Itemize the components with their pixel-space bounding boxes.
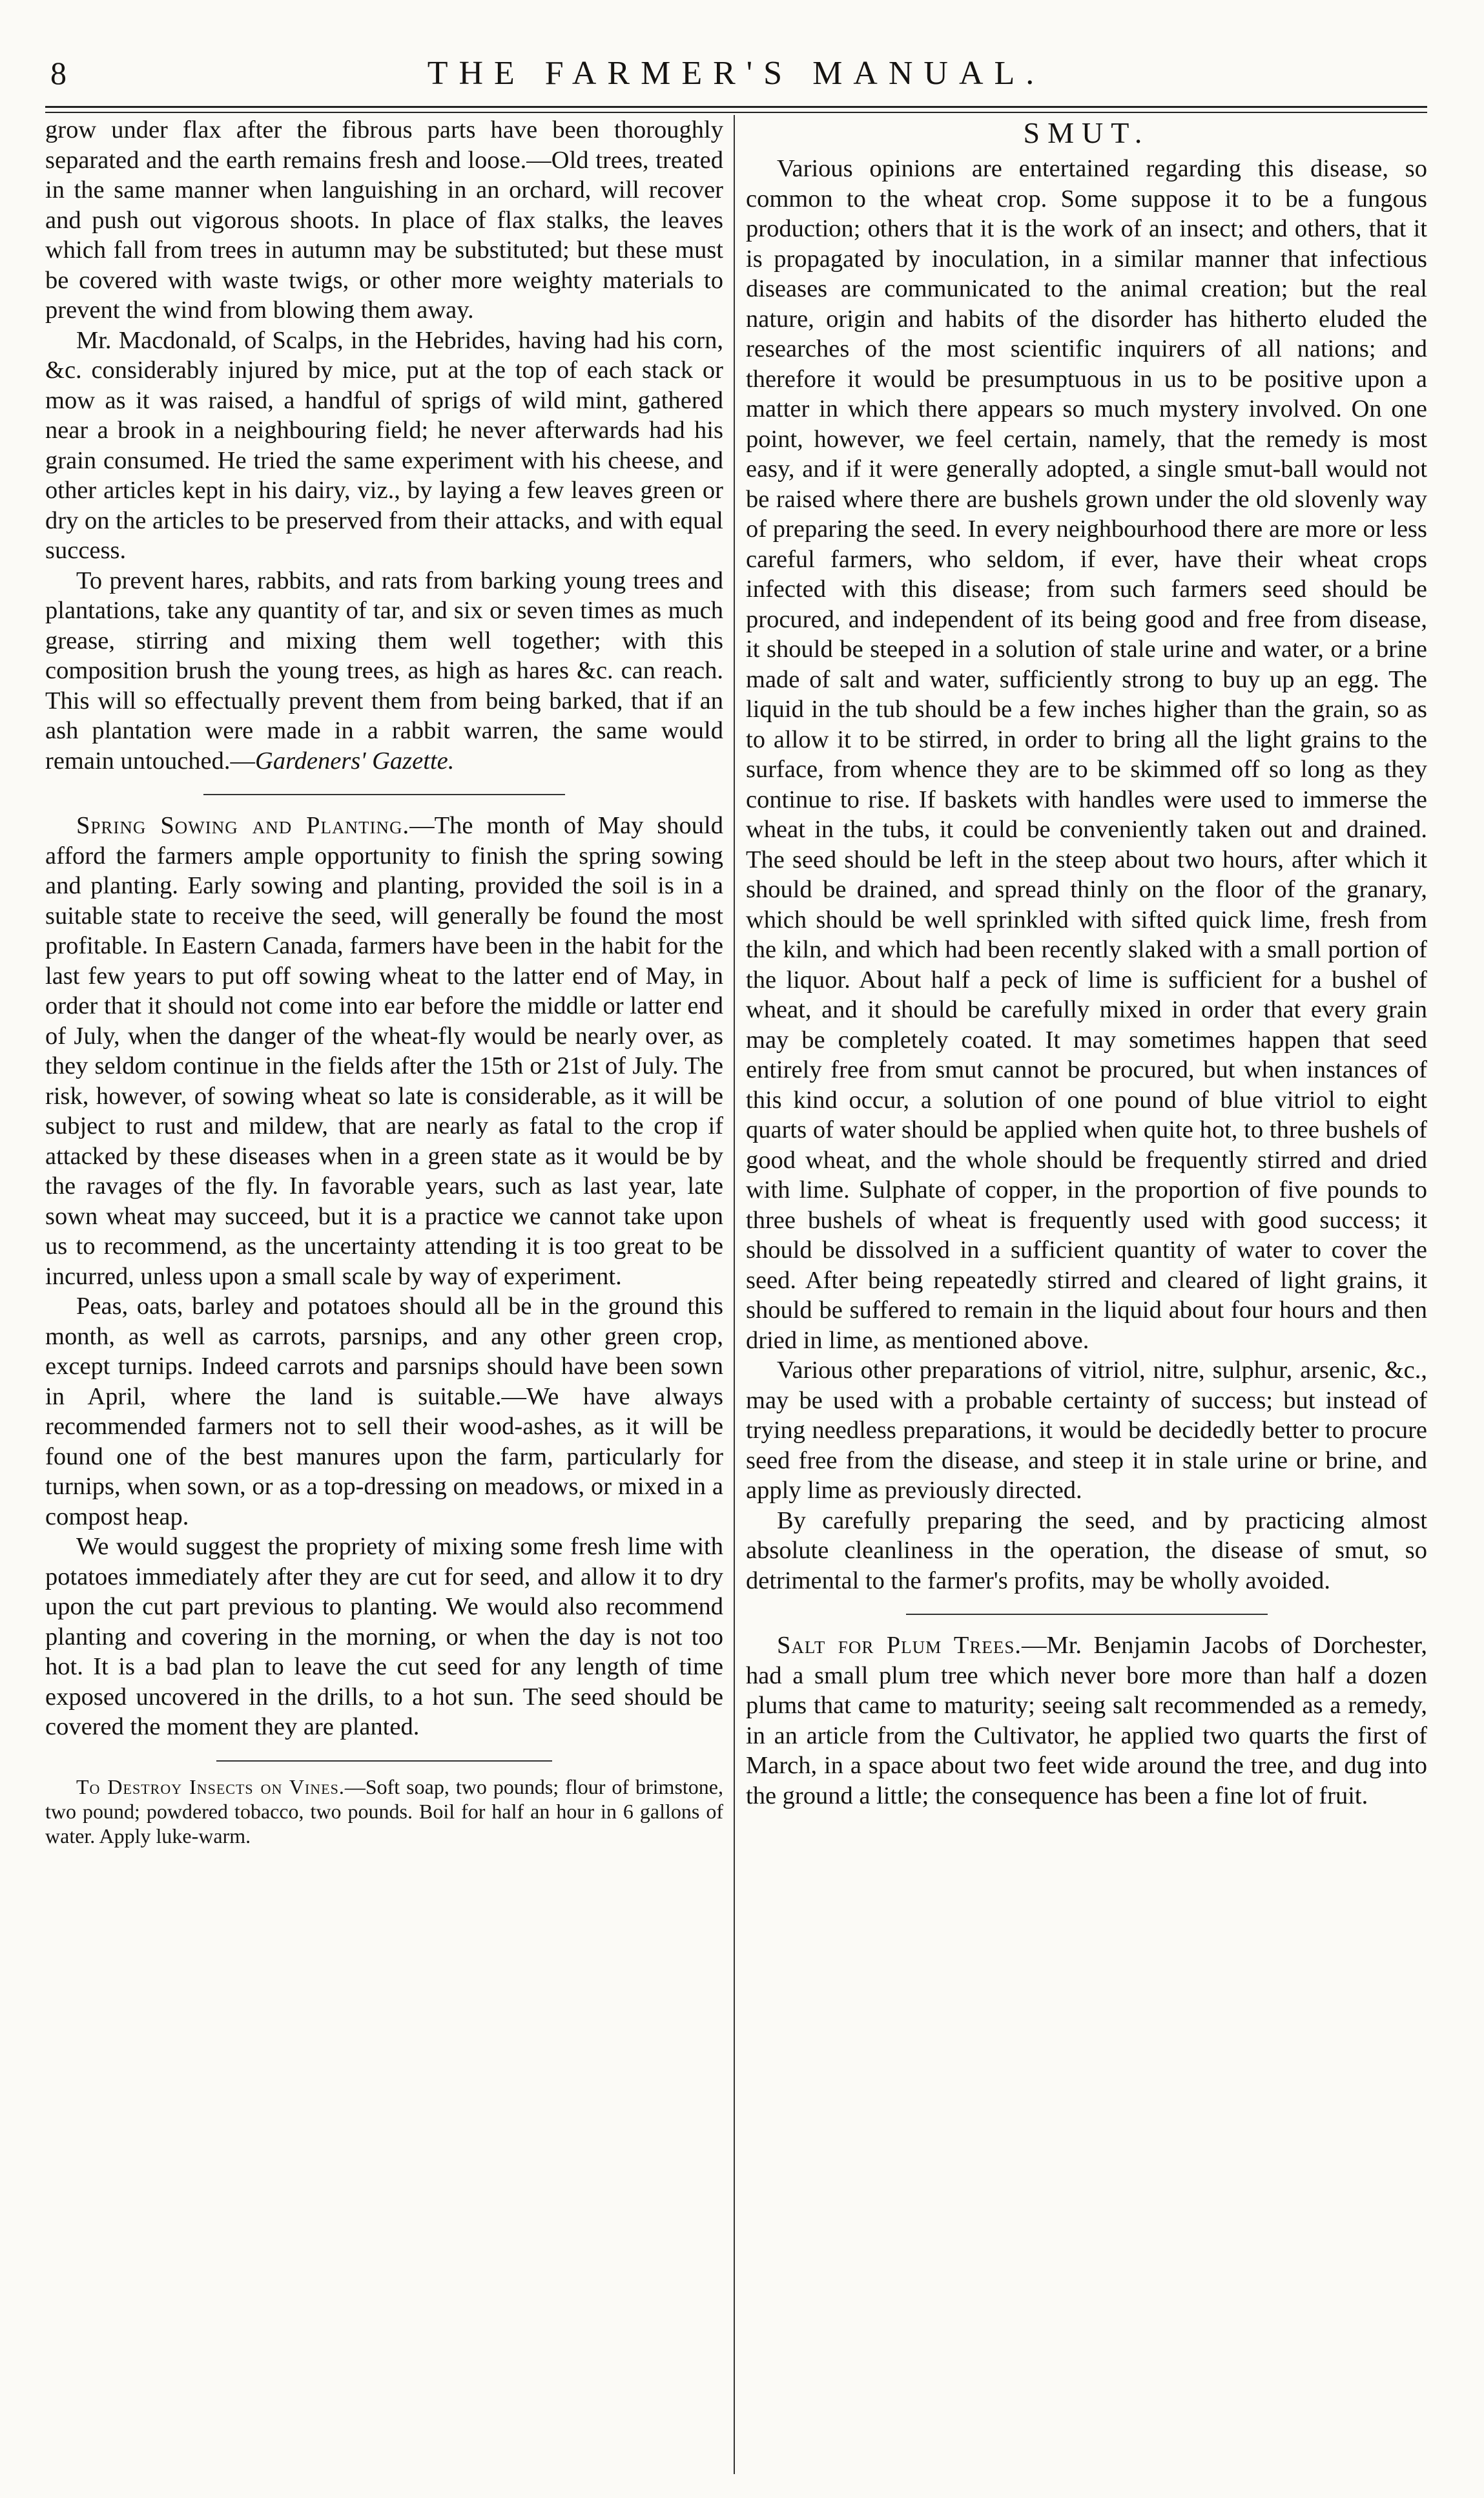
section-divider: [906, 1614, 1268, 1615]
article-heading: Salt for Plum Trees.: [777, 1632, 1022, 1659]
running-title: THE FARMER'S MANUAL.: [427, 55, 1046, 92]
article-heading: Spring Sowing and Planting.: [76, 812, 410, 839]
paragraph: Peas, oats, barley and potatoes should all be in the ground this month, as well as carrots, parsnips, and any other green crop, except turnips. Indeed carrots and parsnips should have been sown in April, where the land is suitable.—We have always recommended farmers not to sell their wood-ashes, as it will be found one of the best manures upon the farm, particularly for turnips, when sown, or as a top-dressing on meadows, or mixed in a compost heap.: [45, 1293, 723, 1530]
article-title-smut: SMUT.: [1023, 116, 1150, 149]
section-divider: [216, 1760, 552, 1762]
paragraph-text: To prevent hares, rabbits, and rats from barking young trees and plantations, take any quantity of tar, and six or seven times as much grease, stirring and mixing them well together; with this composition brush the young trees, as high as hares &c. can reach. This will so effectually prevent them from being barked, that if an ash plantation were made in a rabbit warren, the same would remain untouched.—: [45, 567, 723, 775]
paragraph: Various opinions are entertained regarding this disease, so common to the wheat crop. Some suppose it to be a fungous production; others that it is the work of an insect; and others, that it is propagated by inoculation, in a similar manner that infectious diseases are communicated to the animal creation; but the real nature, origin and habits of the disorder has hitherto eluded the researches of the most scientific inquirers of all nations; and therefore it would be presumptuous in us to be positive upon a matter in which there appears so much mystery involved. On one point, however, we feel certain, namely, that the remedy is most easy, and if it were generally adopted, a single smut-ball would not be raised where there are bushels grown under the old slovenly way of preparing the seed. In every neighbourhood there are more or less careful farmers, who seldom, if ever, have their wheat crops infected with this disease; from such farmers seed should be procured, and independent of its being good and free from disease, it should be steeped in a solution of stale urine and water, or a brine made of salt and water, sufficiently strong to buy up an egg. The liquid in the tub should be a few inches higher than the grain, so as to allow it to be stirred, in order to bring all the light grains to the surface, from whence they are to be skimmed off so long as they continue to rise. If baskets with handles were used to immerse the wheat in the tubs, it could be conveniently taken out and drained. The seed should be left in the steep about two hours, after which it should be drained, and spread thinly on the floor of the granary, which should be well sprinkled with sifted quick lime, fresh from the kiln, and which had been recently slaked with a small portion of the liquor. About half a peck of lime is sufficient for a bushel of wheat, and it should be carefully mixed in order that every grain may be completely coated. It may sometimes happen that seed entirely free from smut cannot be procured, but when instances of this kind occur, a solution of one pound of blue vitriol to eight quarts of water should be applied when quite hot, to three bushels of good wheat, and the whole should be frequently stirred and dried with lime. Sulphate of copper, in the proportion of five pounds to three bushels of wheat is frequently used with good success; it should be dissolved in a sufficient quantity of water to cover the seed. After being repeatedly stirred and cleared of light grains, it should be suffered to remain in the liquid about four hours and then dried in lime, as mentioned above.: [746, 155, 1427, 1354]
source-citation: Gardeners' Gazette.: [255, 747, 455, 775]
article-vines: [45, 1775, 723, 1848]
article-heading: To Destroy Insects on Vines.: [76, 1775, 345, 1798]
article-salt-plum-trees: [746, 1630, 1427, 1811]
paragraph: We would suggest the propriety of mixing some fresh lime with potatoes immediately after they are cut for seed, and allow it to dry upon the cut part previous to planting. We would also recommend planting and covering in the morning, or when the day is not too hot. It is a bad plan to leave the cut seed for any length of time exposed uncovered in the drills, to a hot sun. The seed should be covered the moment they are planted.: [45, 1533, 723, 1740]
paragraph-text: —Mr. Benjamin Jacobs of Dorchester, had a small plum tree which never bore more than half a dozen plums that came to maturity; seeing salt recommended as a remedy, in an article from the Cultivator, he applied two quarts the first of March, in a space about two feet wide around the tree, and dug into the ground a little; the consequence has been a fine lot of fruit.: [746, 1632, 1427, 1809]
paragraph-text: —The month of May should afford the farmers ample opportunity to finish the spring sowing and planting. Early sowing and planting, provided the soil is in a suitable state to receive the seed, will generally be found the most profitable. In Eastern Canada, farmers have been in the habit for the last few years to put off sowing wheat to the latter end of May, in order that it should not come into ear before the middle or latter end of July, when the danger of the wheat-fly would be nearly over, as they seldom continue in the fields after the 15th or 21st of July. The risk, however, of sowing wheat so late is considerable, as it will be subject to rust and mildew, that are nearly as fatal to the crop if attacked by these diseases when in a green state as it would be by the ravages of the fly. In favorable years, such as last year, late sown wheat may succeed, but it is a practice we cannot take upon us to recommend, as the uncertainty attending it is too great to be incurred, unless upon a small scale by way of experiment.: [45, 812, 723, 1290]
page-header: [45, 45, 1427, 103]
text-columns: [45, 115, 1427, 2474]
paragraph: Various other preparations of vitriol, nitre, sulphur, arsenic, &c., may be used with a probable certainty of success; but instead of trying needless preparations, it would be decidedly better to procure seed free from the disease, and steep it in stale urine or brine, and apply lime as previously directed.: [746, 1357, 1427, 1504]
header-rule: [45, 106, 1427, 113]
book-page: [45, 45, 1427, 2474]
paragraph-text: —Soft soap, two pounds; flour of brimstone, two pound; powdered tobacco, two pounds. Boil for half an hour in 6 gallons of water. Apply luke-warm.: [45, 1775, 723, 1847]
right-column: [746, 115, 1427, 2474]
left-column: [45, 115, 723, 2474]
article-spring-sowing: [45, 811, 723, 1291]
column-divider: [734, 115, 735, 2474]
note-paragraph: [45, 1775, 723, 1848]
paragraph: By carefully preparing the seed, and by practicing almost absolute cleanliness in the operation, the disease of smut, so detrimental to the farmer's profits, may be wholly avoided.: [746, 1506, 1427, 1594]
page-number: 8: [50, 55, 67, 91]
paragraph: grow under flax after the fibrous parts have been thoroughly separated and the earth remains fresh and loose.—Old trees, treated in the same manner when languishing in an orchard, will recover and push out vigorous shoots. In place of flax stalks, the leaves which fall from trees in autumn may be substituted; but these must be covered with waste twigs, or other more weighty materials to prevent the wind from blowing them away.: [45, 116, 723, 324]
section-divider: [203, 794, 565, 795]
paragraph: [45, 566, 723, 776]
paragraph: Mr. Macdonald, of Scalps, in the Hebrides, having had his corn, &c. considerably injured by mice, put at the top of each stack or mow as it was raised, a handful of sprigs of wild mint, gathered near a brook in a neighbouring field; he never afterwards had his grain consumed. He tried the same experiment with his cheese, and other articles kept in his dairy, viz., by laying a few leaves green or dry on the articles to be preserved from their attacks, and with equal success.: [45, 326, 723, 564]
